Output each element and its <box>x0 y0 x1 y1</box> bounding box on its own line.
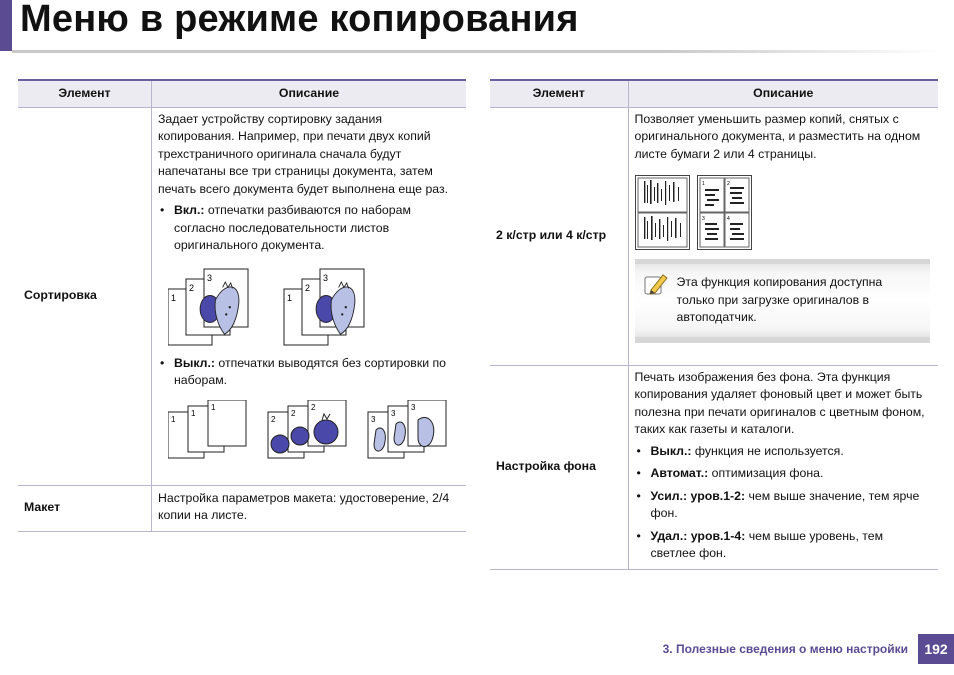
table-row <box>490 365 938 569</box>
svg-text:3: 3 <box>411 402 416 412</box>
svg-text:3: 3 <box>701 216 705 222</box>
svg-text:2: 2 <box>291 408 296 418</box>
svg-text:1: 1 <box>701 181 705 187</box>
bullet-label: Автомат.: <box>650 466 709 480</box>
bullet-icon: • <box>160 355 165 370</box>
background-intro: Печать изображения без фона. Эта функция копирования удаляет фоновый цвет и может быть полезна при печати оригиналов с цветным фоном, таких как газеты и каталоги. <box>634 369 925 436</box>
bullet-item <box>635 488 931 523</box>
header-description: Описание <box>152 80 467 107</box>
n-up-description: Позволяет уменьшить размер копий, снятых с оригинального документа, и разместить на одном листе бумаги 2 или 4 страницы. <box>634 111 921 161</box>
svg-text:3: 3 <box>371 414 376 424</box>
header-element: Элемент <box>490 80 628 107</box>
element-sort: Сортировка <box>18 107 152 485</box>
bullet-label: Выкл.: <box>174 355 216 370</box>
bullet-item <box>158 355 458 390</box>
svg-text:1: 1 <box>211 402 216 412</box>
right-table <box>490 79 938 570</box>
table-row <box>490 107 938 365</box>
bullet-label: Вкл.: <box>174 203 205 217</box>
bullet-label: Усил.: уров.1-2: <box>650 488 746 503</box>
description-sort <box>152 107 467 485</box>
bullet-item <box>158 202 458 255</box>
bullet-text: оптимизация фона. <box>708 466 824 480</box>
note-pencil-icon <box>643 272 669 298</box>
left-table-header <box>18 80 466 107</box>
uncollated-copies-illustration <box>168 400 458 466</box>
svg-text:2: 2 <box>271 414 276 424</box>
bullet-text: отпечатки разбиваются по наборам согласно последовательности листов оригинального документа. <box>174 203 411 252</box>
svg-text:1: 1 <box>191 408 196 418</box>
bullet-icon: • <box>636 466 641 480</box>
bullet-icon: • <box>636 443 641 458</box>
svg-text:3: 3 <box>391 408 396 418</box>
element-n-up: 2 к/стр или 4 к/стр <box>490 107 628 365</box>
svg-text:1: 1 <box>171 414 176 424</box>
left-table <box>18 79 466 532</box>
title-divider <box>12 50 942 53</box>
svg-text:4: 4 <box>726 216 730 222</box>
collated-copies-illustration <box>168 267 458 349</box>
bullet-text: чем выше значение, тем ярче фон. <box>650 488 920 520</box>
bullet-item <box>635 443 931 461</box>
header-element: Элемент <box>18 80 152 107</box>
bullet-icon: • <box>636 528 641 543</box>
bullet-item <box>635 465 931 483</box>
element-layout: Макет <box>18 485 152 531</box>
element-background: Настройка фона <box>490 365 628 569</box>
header-description: Описание <box>628 80 938 107</box>
bullet-item <box>635 528 931 563</box>
bullet-label: Выкл.: <box>650 443 692 458</box>
svg-text:2: 2 <box>311 402 316 412</box>
table-row <box>18 107 466 485</box>
svg-text:2: 2 <box>726 181 730 187</box>
description-n-up <box>628 107 938 365</box>
footer-chapter-link[interactable]: 3. Полезные сведения о меню настройки <box>662 642 908 656</box>
note-text: Эта функция копирования доступна только при загрузке оригиналов в автоподатчик. <box>676 275 883 324</box>
bullet-label: Удал.: уров.1-4: <box>650 528 746 543</box>
bullet-text: отпечатки выводятся без сортировки по наборам. <box>174 355 446 387</box>
note-box <box>635 259 931 343</box>
bullet-icon: • <box>636 488 641 503</box>
page-title: Меню в режиме копирования <box>20 0 579 40</box>
title-accent-bar <box>0 0 12 51</box>
right-table-header <box>490 80 938 107</box>
description-background <box>628 365 938 569</box>
description-layout: Настройка параметров макета: удостоверение, 2/4 копии на листе. <box>152 485 467 531</box>
sort-intro: Задает устройству сортировку задания копирования. Например, при печати двух копий трехстраничного оригинала сначала будут напечатаны все три страницы документа, затем печать всего документа будет выполнена еще раз. <box>158 111 449 196</box>
n-up-thumbnails <box>635 175 755 251</box>
bullet-text: чем выше уровень, тем светлее фон. <box>650 528 884 560</box>
bullet-text: функция не используется. <box>691 443 844 458</box>
bullet-icon: • <box>160 203 165 217</box>
page-number: 192 <box>918 634 954 664</box>
table-row <box>18 485 466 531</box>
